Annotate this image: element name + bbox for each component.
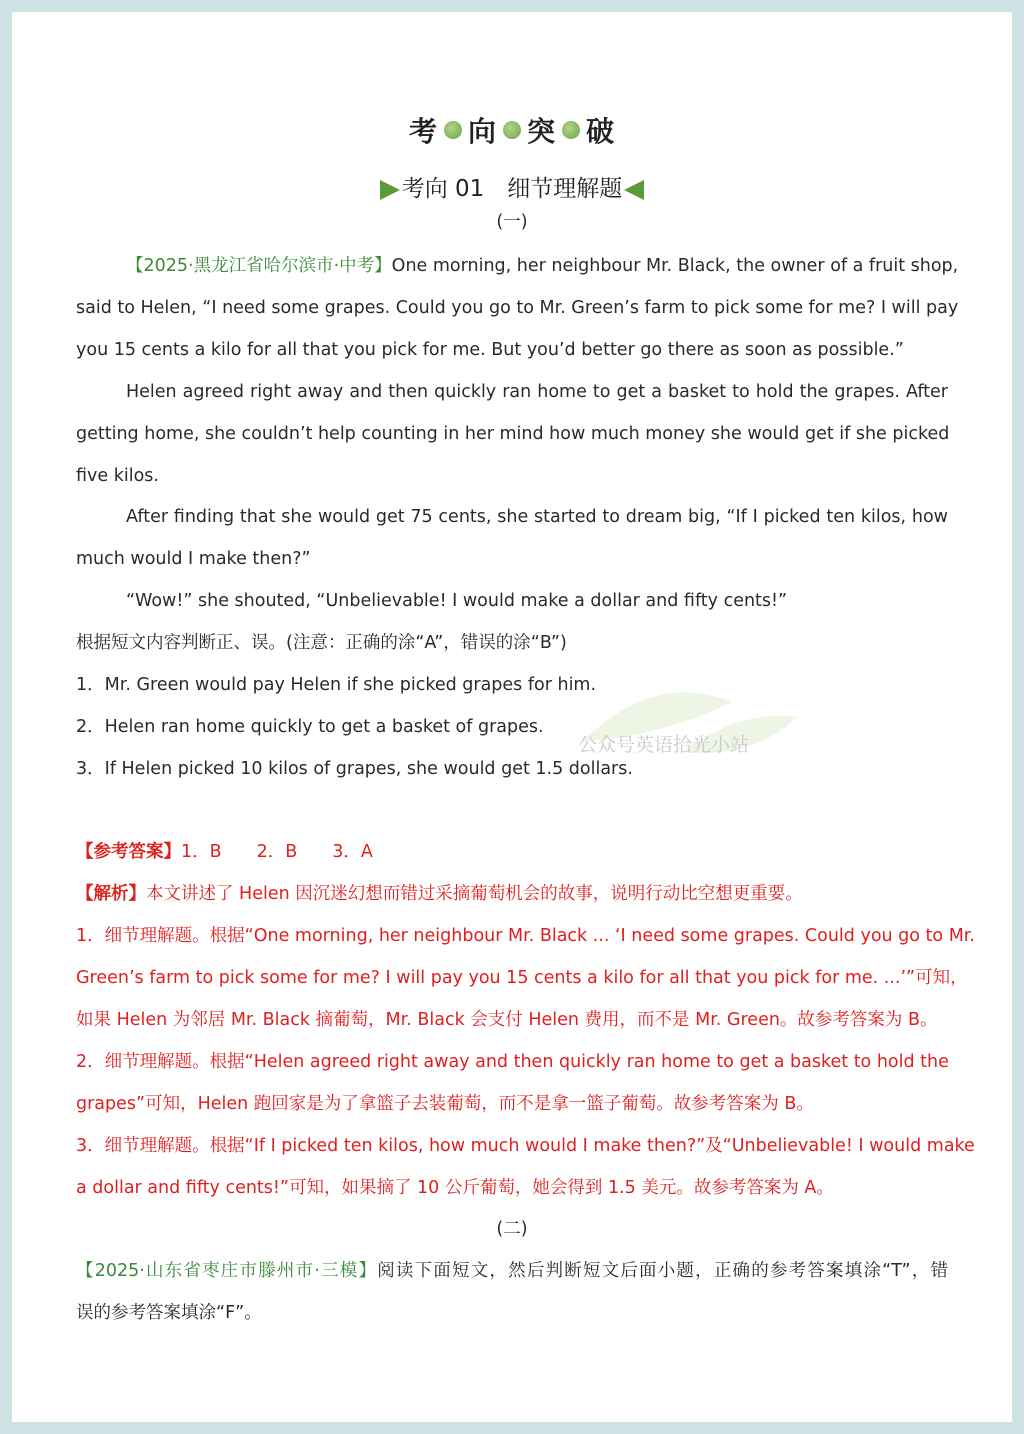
passage2-line: 【2025·山东省枣庄市滕州市·三模】阅读下面短文，然后判断短文后面小题，正确的参考答案填涂“T”，错 [76, 1261, 948, 1281]
passage-line: Helen agreed right away and then quickly ran home to get a basket to hold the grapes. After [126, 382, 948, 402]
question-item: 3．If Helen picked 10 kilos of grapes, she would get 1.5 dollars. [76, 759, 633, 779]
arrow-left-icon [624, 180, 644, 200]
source-tag: 【2025·黑龙江省哈尔滨市·中考】 [126, 256, 392, 276]
title-char: 考 [408, 115, 438, 148]
source-tag: 【2025·山东省枣庄市滕州市·三模】 [76, 1261, 378, 1281]
passage-line: five kilos. [76, 466, 159, 486]
green-dot-icon [503, 121, 521, 139]
instruction-text: 根据短文内容判断正、误。(注意：正确的涂“A”，错误的涂“B”) [76, 633, 567, 653]
analysis-detail-line: 1．细节理解题。根据“One morning, her neighbour Mr. Black ... ‘I need some grapes. Could you go to Mr. [76, 926, 975, 946]
analysis-detail-line: grapes”可知，Helen 跑回家是为了拿篮子去装葡萄，而不是拿一篮子葡萄。故参考答案为 B。 [76, 1094, 814, 1114]
section-subtitle [12, 170, 1012, 203]
title-char: 破 [586, 115, 616, 148]
analysis-detail-line: Green’s farm to pick some for me? I will pay you 15 cents a kilo for all that you pick for me. ...’”可知， [76, 968, 968, 988]
green-dot-icon [444, 121, 462, 139]
passage-line: “Wow!” she shouted, “Unbelievable! I would make a dollar and fifty cents!” [126, 591, 788, 611]
passage-line: 【2025·黑龙江省哈尔滨市·中考】One morning, her neighbour Mr. Black, the owner of a fruit shop, [126, 256, 959, 276]
passage-line: said to Helen, “I need some grapes. Could you go to Mr. Green’s farm to pick some for me? I will pay [76, 298, 959, 318]
analysis-detail-line: a dollar and fifty cents!”可知，如果摘了 10 公斤葡萄，她会得到 1.5 美元。故参考答案为 A。 [76, 1178, 834, 1198]
passage-line: After finding that she would get 75 cents, she started to dream big, “If I picked ten kilos, how [126, 507, 948, 527]
document-page [12, 12, 1012, 1422]
watermark-leaf-icon [572, 682, 802, 772]
passage-line: much would I make then?” [76, 549, 311, 569]
analysis-line [76, 882, 948, 906]
analysis-detail-line: 2．细节理解题。根据“Helen agreed right away and then quickly ran home to get a basket to hold the [76, 1052, 949, 1072]
arrow-right-icon [380, 180, 400, 200]
analysis-label: 【解析】 [76, 884, 146, 904]
question-item: 1．Mr. Green would pay Helen if she picked grapes for him. [76, 675, 597, 695]
green-dot-icon [562, 121, 580, 139]
answer-label: 【参考答案】 [76, 842, 181, 862]
page-title [12, 110, 1012, 150]
analysis-detail-line: 如果 Helen 为邻居 Mr. Black 摘葡萄，Mr. Black 会支付 Helen 费用，而不是 Mr. Green。故参考答案为 B。 [76, 1010, 938, 1030]
question-item: 2．Helen ran home quickly to get a basket of grapes. [76, 717, 544, 737]
section-marker-2: (二) [496, 1219, 528, 1239]
answer-line [76, 840, 948, 864]
title-char: 突 [527, 115, 557, 148]
watermark-text: 公众号英语拾光小站 [578, 734, 750, 756]
analysis-text: 本文讲述了 Helen 因沉迷幻想而错过采摘葡萄机会的故事，说明行动比空想更重要。 [146, 884, 803, 904]
title-char: 向 [467, 115, 497, 148]
answer-values: 1．B 2．B 3．A [181, 842, 373, 862]
section-marker-1: (一) [496, 212, 528, 232]
passage-line: you 15 cents a kilo for all that you pick for me. But you’d better go there as soon as possible.” [76, 340, 904, 360]
analysis-detail-line: 3．细节理解题。根据“If I picked ten kilos, how much would I make then?”及“Unbelievable! I would make [76, 1136, 975, 1156]
passage-line: getting home, she couldn’t help counting in her mind how much money she would get if she picked [76, 424, 950, 444]
passage2-line: 误的参考答案填涂“F”。 [76, 1303, 262, 1323]
subtitle-text: 考向 01 细节理解题 [401, 176, 623, 202]
